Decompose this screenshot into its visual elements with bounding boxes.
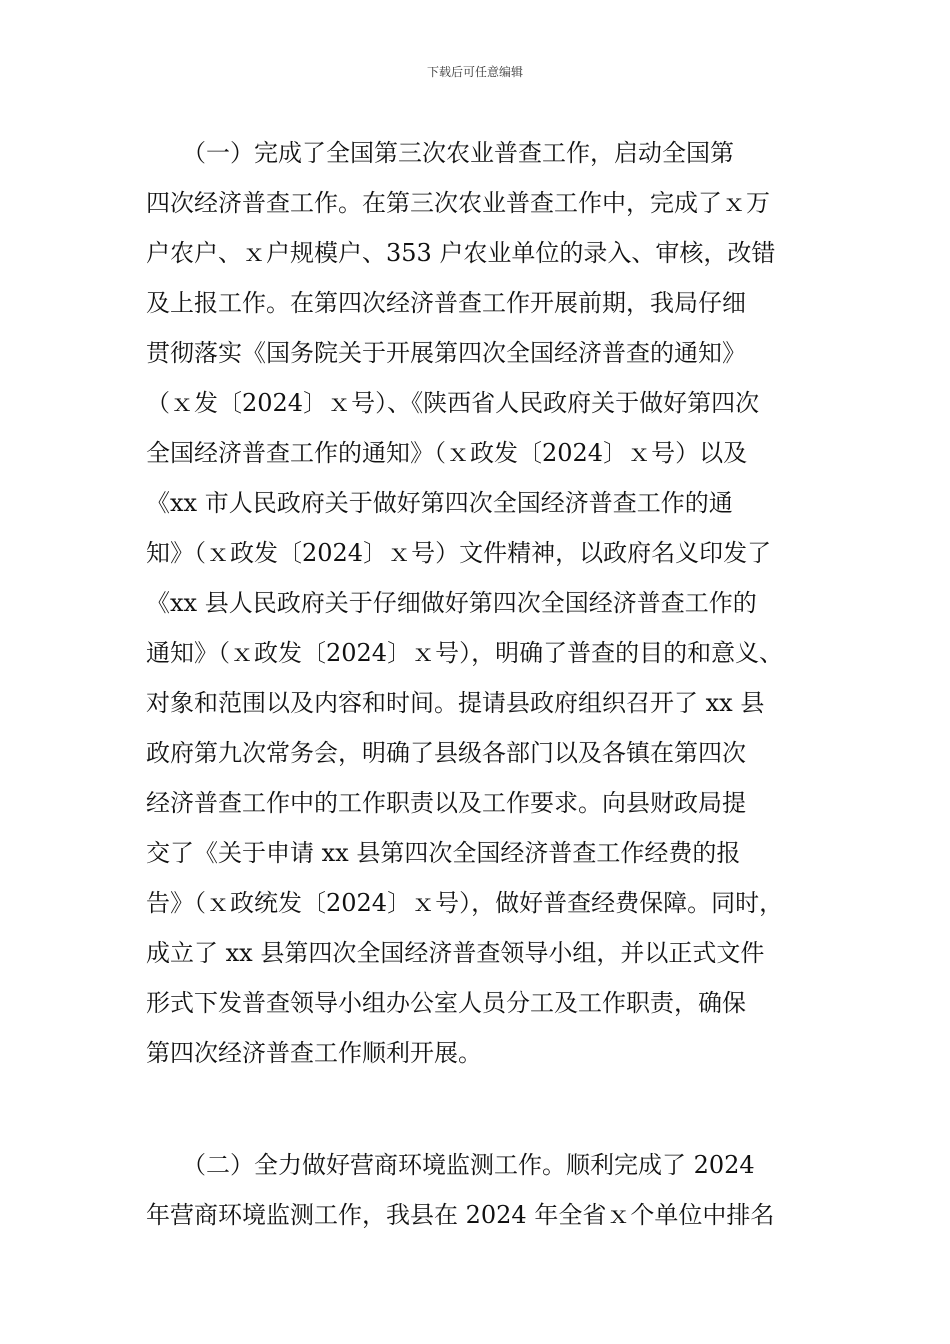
text-line: 成立了 xx 县第四次全国经济普查领导小组，并以正式文件 [146, 939, 765, 967]
text-line: 经济普查工作中的工作职责以及工作要求。向县财政局提 [146, 789, 746, 817]
text-line: 全国经济普查工作的通知》（ｘ政发〔2024〕ｘ号）以及 [146, 439, 748, 467]
text-line: 知》（ｘ政发〔2024〕ｘ号）文件精神，以政府名义印发了 [146, 539, 772, 567]
text-line: 通知》（ｘ政发〔2024〕ｘ号），明确了普查的目的和意义、 [146, 639, 784, 667]
text-line: 贯彻落实《国务院关于开展第四次全国经济普查的通知》 [146, 339, 746, 367]
text-line: 交了《关于申请 xx 县第四次全国经济普查工作经费的报 [146, 839, 741, 867]
text-line: 第四次经济普查工作顺利开展。 [146, 1039, 482, 1067]
document-body [146, 128, 810, 1240]
text-line: 年营商环境监测工作，我县在 2024 年全省ｘ个单位中排名 [146, 1201, 775, 1229]
text-line: 户农户、ｘ户规模户、353 户农业单位的录入、审核，改错 [146, 239, 776, 267]
paragraph-spacer [146, 1078, 810, 1140]
paragraph-1 [146, 128, 810, 1078]
text-line: 对象和范围以及内容和时间。提请县政府组织召开了 xx 县 [146, 689, 765, 717]
text-line: 四次经济普查工作。在第三次农业普查工作中，完成了ｘ万 [146, 189, 770, 217]
text-line: 政府第九次常务会，明确了县级各部门以及各镇在第四次 [146, 739, 746, 767]
text-line: （二）全力做好营商环境监测工作。顺利完成了 2024 [146, 1151, 755, 1179]
text-line: 告》（ｘ政统发〔2024〕ｘ号），做好普查经费保障。同时， [146, 889, 784, 917]
text-line: 形式下发普查领导小组办公室人员分工及工作职责，确保 [146, 989, 746, 1017]
text-line: 《xx 市人民政府关于做好第四次全国经济普查工作的通 [146, 489, 733, 517]
text-line: （ｘ发〔2024〕ｘ号）、《陕西省人民政府关于做好第四次 [146, 389, 760, 417]
page-header-note: 下载后可任意编辑 [426, 65, 523, 79]
text-line: 《xx 县人民政府关于仔细做好第四次全国经济普查工作的 [146, 589, 757, 617]
paragraph-2 [146, 1140, 810, 1240]
text-line: 及上报工作。在第四次经济普查工作开展前期，我局仔细 [146, 289, 746, 317]
text-line: （一）完成了全国第三次农业普查工作，启动全国第 [146, 139, 734, 167]
